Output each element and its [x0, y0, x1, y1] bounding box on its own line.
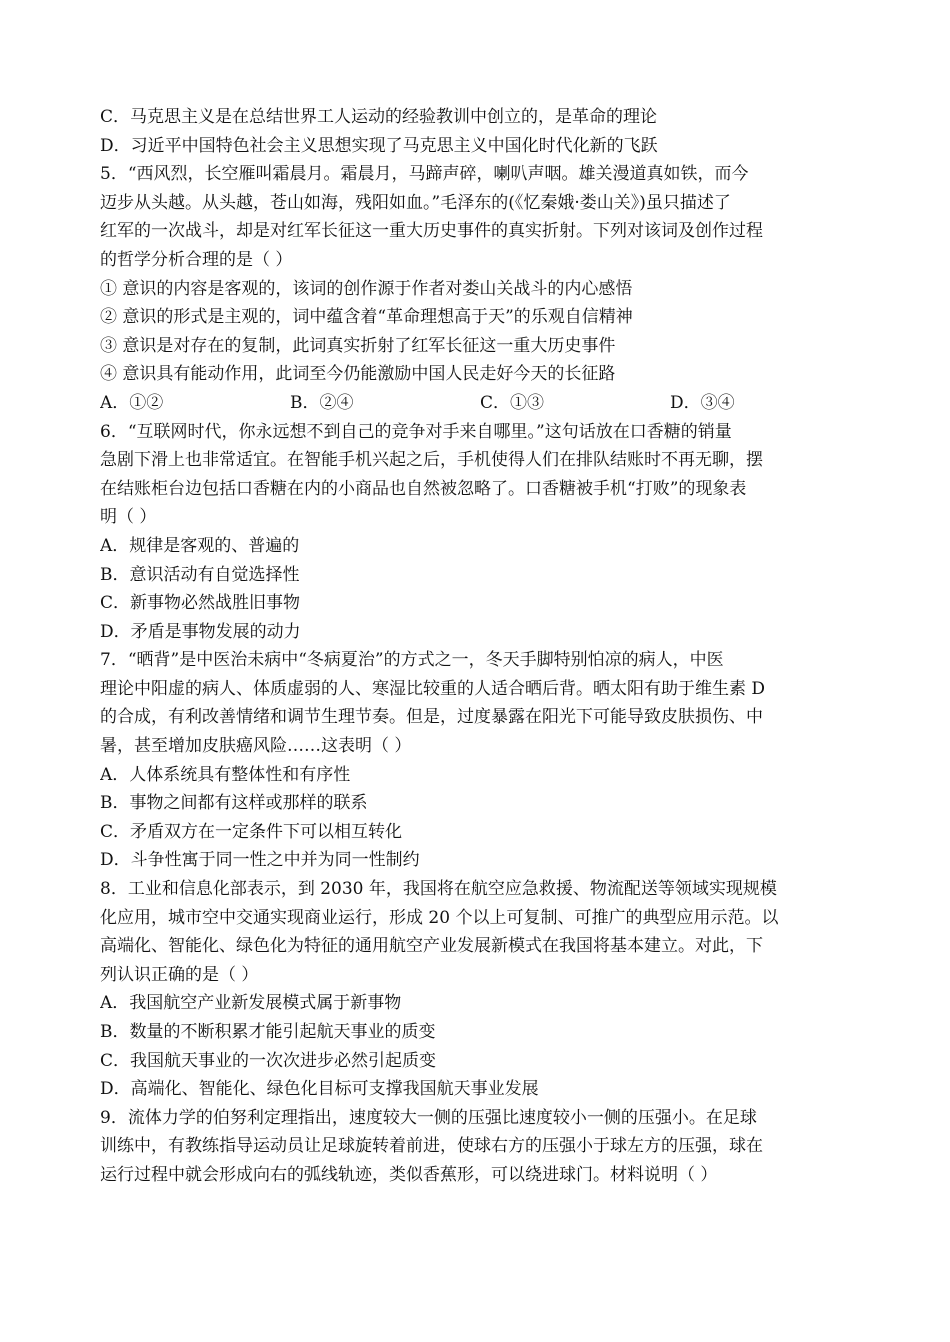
text-line: ④ 意识具有能动作用，此词至今仍能激励中国人民走好今天的长征路	[100, 364, 616, 385]
text-line: 6．“互联网时代，你永远想不到自己的竞争对手来自哪里。”这句话放在口香糖的销量	[100, 421, 732, 442]
text-line: C．我国航天事业的一次次进步必然引起质变	[100, 1050, 437, 1071]
lines-top	[100, 103, 860, 389]
q5-options	[100, 389, 860, 418]
text-line: B．数量的不断积累才能引起航天事业的质变	[100, 1022, 436, 1042]
text-line: 理论中阳虚的病人、体质虚弱的人、寒湿比较重的人适合晒后背。晒太阳有助于维生素 D	[100, 678, 766, 699]
text-line: 9．流体力学的伯努利定理指出，速度较大一侧的压强比速度较小一侧的压强小。在足球	[100, 1107, 757, 1128]
text-line: D．斗争性寓于同一性之中并为同一性制约	[100, 850, 420, 871]
text-line: 8．工业和信息化部表示，到 2030 年，我国将在航空应急救援、物流配送等领域实现规模	[100, 879, 777, 900]
option-a: A．①②	[100, 392, 164, 413]
text-line: 高端化、智能化、绿色化为特征的通用航空产业发展新模式在我国将基本建立。对此，下	[100, 936, 763, 957]
text-line: 急剧下滑上也非常适宜。在智能手机兴起之后，手机使得人们在排队结账时不再无聊，摆	[100, 450, 763, 471]
text-line: 的哲学分析合理的是（ ）	[100, 249, 293, 270]
option-d: D．③④	[670, 392, 735, 413]
text-line: B．意识活动有自觉选择性	[100, 564, 300, 585]
document-page	[100, 103, 860, 1190]
text-line: B．事物之间都有这样或那样的联系	[100, 793, 368, 814]
text-line: ① 意识的内容是客观的，该词的创作源于作者对娄山关战斗的内心感悟	[100, 278, 633, 299]
text-line: 红军的一次战斗，却是对红军长征这一重大历史事件的真实折射。下列对该词及创作过程	[100, 221, 763, 242]
text-line: A．人体系统具有整体性和有序性	[100, 764, 351, 785]
text-line: 明（ ）	[100, 507, 157, 528]
text-line: A．我国航空产业新发展模式属于新事物	[100, 993, 402, 1014]
text-line: C．矛盾双方在一定条件下可以相互转化	[100, 821, 403, 842]
option-b: B．②④	[290, 392, 354, 413]
text-line: 的合成，有利改善情绪和调节生理节奏。但是，过度暴露在阳光下可能导致皮肤损伤、中	[100, 707, 763, 728]
text-line: C．新事物必然战胜旧事物	[100, 593, 301, 614]
lines-bottom	[100, 418, 860, 1190]
text-line: ② 意识的形式是主观的，词中蕴含着“革命理想高于天”的乐观自信精神	[100, 307, 633, 328]
text-line: 列认识正确的是（ ）	[100, 964, 259, 985]
option-c: C．①③	[480, 392, 545, 413]
text-line: 化应用，城市空中交通实现商业运行，形成 20 个以上可复制、可推广的典型应用示范。以	[100, 907, 779, 928]
text-line: 暑，甚至增加皮肤癌风险……这表明（ ）	[100, 736, 412, 757]
text-line: D．矛盾是事物发展的动力	[100, 621, 301, 642]
text-line: A．规律是客观的、普遍的	[100, 535, 300, 556]
text-line: 5．“西风烈，长空雁叫霜晨月。霜晨月，马蹄声碎，喇叭声咽。雄关漫道真如铁，而今	[100, 164, 749, 185]
text-line: ③ 意识是对存在的复制，此词真实折射了红军长征这一重大历史事件	[100, 335, 616, 356]
text-line: 迈步从头越。从头越，苍山如海，残阳如血。”毛泽东的(《忆秦娥·娄山关》)虽只描述了	[100, 192, 731, 213]
text-line: D．习近平中国特色社会主义思想实现了马克思主义中国化时代化新的飞跃	[100, 135, 658, 156]
text-line: D．高端化、智能化、绿色化目标可支撑我国航天事业发展	[100, 1079, 539, 1100]
text-line: 在结账柜台边包括口香糖在内的小商品也自然被忽略了。口香糖被手机“打败”的现象表	[100, 478, 747, 499]
text-line: 运行过程中就会形成向右的弧线轨迹，类似香蕉形，可以绕进球门。材料说明（ ）	[100, 1164, 718, 1185]
text-line: C．马克思主义是在总结世界工人运动的经验教训中创立的，是革命的理论	[100, 107, 658, 127]
text-line: 训练中，有教练指导运动员让足球旋转着前进，使球右方的压强小于球左方的压强，球在	[100, 1136, 763, 1157]
text-line: 7．“晒背”是中医治未病中“冬病夏治”的方式之一，冬天手脚特别怕凉的病人，中医	[100, 650, 724, 671]
